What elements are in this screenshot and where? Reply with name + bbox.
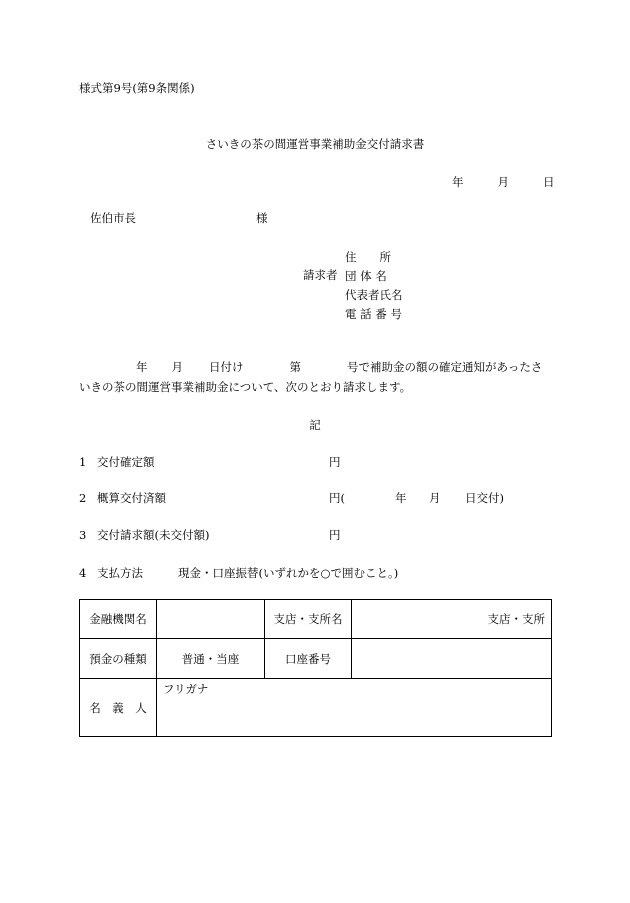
- account-number-label: 口座番号: [265, 639, 352, 679]
- body-text-line1: [136, 360, 542, 374]
- branch-label: 支店・支所名: [265, 600, 352, 639]
- body-month: 月: [171, 360, 183, 374]
- body-line1-rest: 号で補助金の額の確定通知があったさ: [347, 360, 543, 374]
- item-number: 2: [79, 491, 87, 505]
- item-2-month: 月: [429, 491, 441, 505]
- requester-label: 請求者: [303, 268, 338, 282]
- item-number: 4: [79, 566, 87, 580]
- item-number: 3: [79, 528, 87, 542]
- date-line: [452, 175, 555, 189]
- body-dated: 日付け: [209, 360, 244, 374]
- deposit-type-label: 預金の種類: [80, 639, 157, 679]
- date-month: 月: [497, 175, 509, 189]
- institution-label: 金融機関名: [80, 600, 157, 639]
- holder-input[interactable]: [157, 679, 552, 737]
- item-2-day: 日交付): [465, 491, 504, 505]
- branch-suffix: 支店・支所: [487, 612, 545, 626]
- ki-heading: 記: [309, 418, 321, 432]
- date-year: 年: [452, 175, 464, 189]
- field-group-name: 団 体 名: [345, 269, 387, 283]
- item-4: [79, 566, 143, 580]
- holder-label: 名 義 人: [80, 679, 157, 737]
- form-number: 様式第9号(第9条関係): [79, 81, 195, 95]
- item-2: [79, 491, 166, 505]
- field-address: 住 所: [345, 250, 391, 264]
- field-representative: 代表者氏名: [345, 288, 403, 302]
- item-1-yen: 円: [329, 455, 341, 469]
- item-3: [79, 528, 209, 542]
- body-year: 年: [136, 360, 148, 374]
- item-label: 交付確定額: [97, 455, 155, 469]
- item-label: 支払方法: [97, 566, 143, 580]
- field-phone: 電 話 番 号: [345, 307, 402, 321]
- deposit-type-value[interactable]: 普通・当座: [157, 639, 265, 679]
- date-day: 日: [543, 175, 555, 189]
- item-3-yen: 円: [329, 528, 341, 542]
- addressee-honorific: 様: [256, 211, 268, 225]
- item-label: 交付請求額(未交付額): [97, 528, 210, 542]
- addressee-name: 佐伯市長: [90, 211, 136, 225]
- requester-fields: [345, 248, 403, 324]
- body-dai: 第: [289, 360, 301, 374]
- account-number-input[interactable]: [352, 639, 552, 679]
- bank-account-table: [79, 599, 552, 737]
- payment-method: 現金・口座振替(いずれかを○で囲むこと。): [178, 566, 399, 580]
- institution-input[interactable]: [157, 600, 265, 639]
- branch-input[interactable]: [352, 600, 552, 639]
- item-label: 概算交付済額: [97, 491, 166, 505]
- item-2-yen: 円(: [329, 491, 345, 505]
- document-title: さいきの茶の間運営事業補助金交付請求書: [205, 137, 425, 151]
- furigana-label: フリガナ: [163, 682, 209, 696]
- item-number: 1: [79, 455, 87, 469]
- body-text-line2: いきの茶の間運営事業補助金について、次のとおり請求します。: [79, 380, 412, 394]
- item-1: [79, 455, 155, 469]
- item-2-year: 年: [395, 491, 407, 505]
